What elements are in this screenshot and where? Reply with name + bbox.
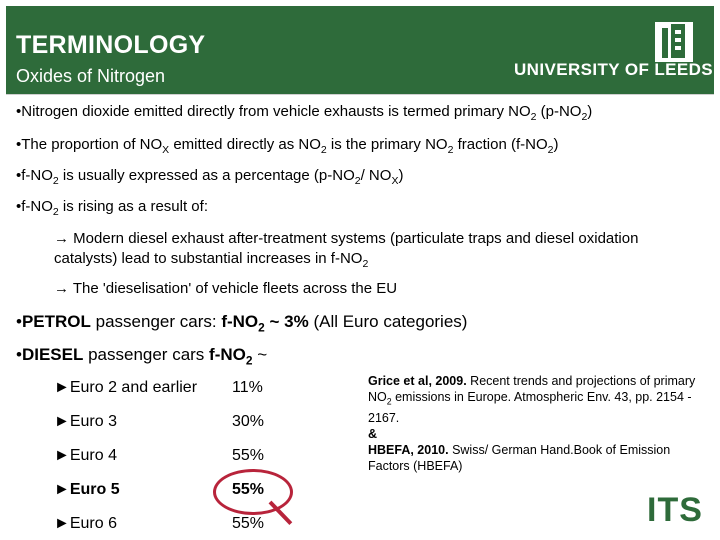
euro-row-value: 55%: [232, 481, 265, 498]
euro-row-label: ►Euro 5: [54, 481, 120, 498]
euro-row-label: ►Euro 3: [54, 413, 117, 430]
sub-bullet-dieselisation: → The 'dieselisation' of vehicle fleets across the EU: [54, 280, 398, 297]
sub-bullet-after-treatment: → Modern diesel exhaust after-treatment systems (particulate traps and diesel oxidation catalysts) lead to substantial increases in $f-NO_2$: [54, 230, 639, 270]
euro-row-label: ►Euro 4: [54, 447, 117, 464]
its-logo: ITS: [647, 491, 703, 529]
bullet-primary-no2: •Nitrogen dioxide emitted directly from vehicle exhausts is termed primary $NO_2$ $(p-NO_2)$: [16, 103, 593, 123]
bullet-rising: $•f-NO_2$ is rising as a result of:: [16, 198, 208, 218]
petrol-statement: •PETROL passenger cars: $f-NO_2$ ~ 3% (All Euro categories): [16, 312, 468, 335]
arrow-icon: →: [54, 230, 69, 247]
euro-row-label: ►Euro 6: [54, 515, 117, 532]
header: [0, 0, 720, 94]
bullet-percentage: $•f-NO_2$ is usually expressed as a percentage ($p-NO_2/$ $NO_X$): [16, 167, 404, 187]
euro-row-value: 55%: [232, 447, 265, 464]
euro-row-value: 30%: [232, 413, 265, 430]
euro-row-value: 11%: [232, 379, 263, 396]
slide-subtitle: Oxides of Nitrogen: [16, 66, 166, 86]
euro-row-label: ►Euro 2 and earlier: [54, 379, 198, 396]
header-divider: [6, 94, 714, 95]
highlight-circle: [213, 469, 293, 515]
arrow-icon: →: [54, 280, 69, 297]
bullet-primary-fraction: •The proportion of $NO_X$ emitted directly as $NO_2$ is the primary $NO_2$ fraction $(f-NO_2)$: [16, 136, 559, 156]
slide-title: TERMINOLOGY: [16, 31, 206, 59]
university-logo-text: UNIVERSITY OF LEEDS: [514, 60, 714, 79]
diesel-statement: •DIESEL passenger cars $f-NO_2$ ~: [16, 345, 268, 368]
leeds-crest-icon: [655, 22, 693, 62]
reference-note: Grice et al, 2009. Recent trends and projections of primary $NO_2$ emissions in Europe. Atmospheric Env. 43, pp. 2154 - 2167. & HBEFA, 2010. Swiss/ German Hand.Book of Emission Factors (HBEFA): [368, 374, 696, 473]
euro-row-value: 55%: [232, 515, 265, 532]
